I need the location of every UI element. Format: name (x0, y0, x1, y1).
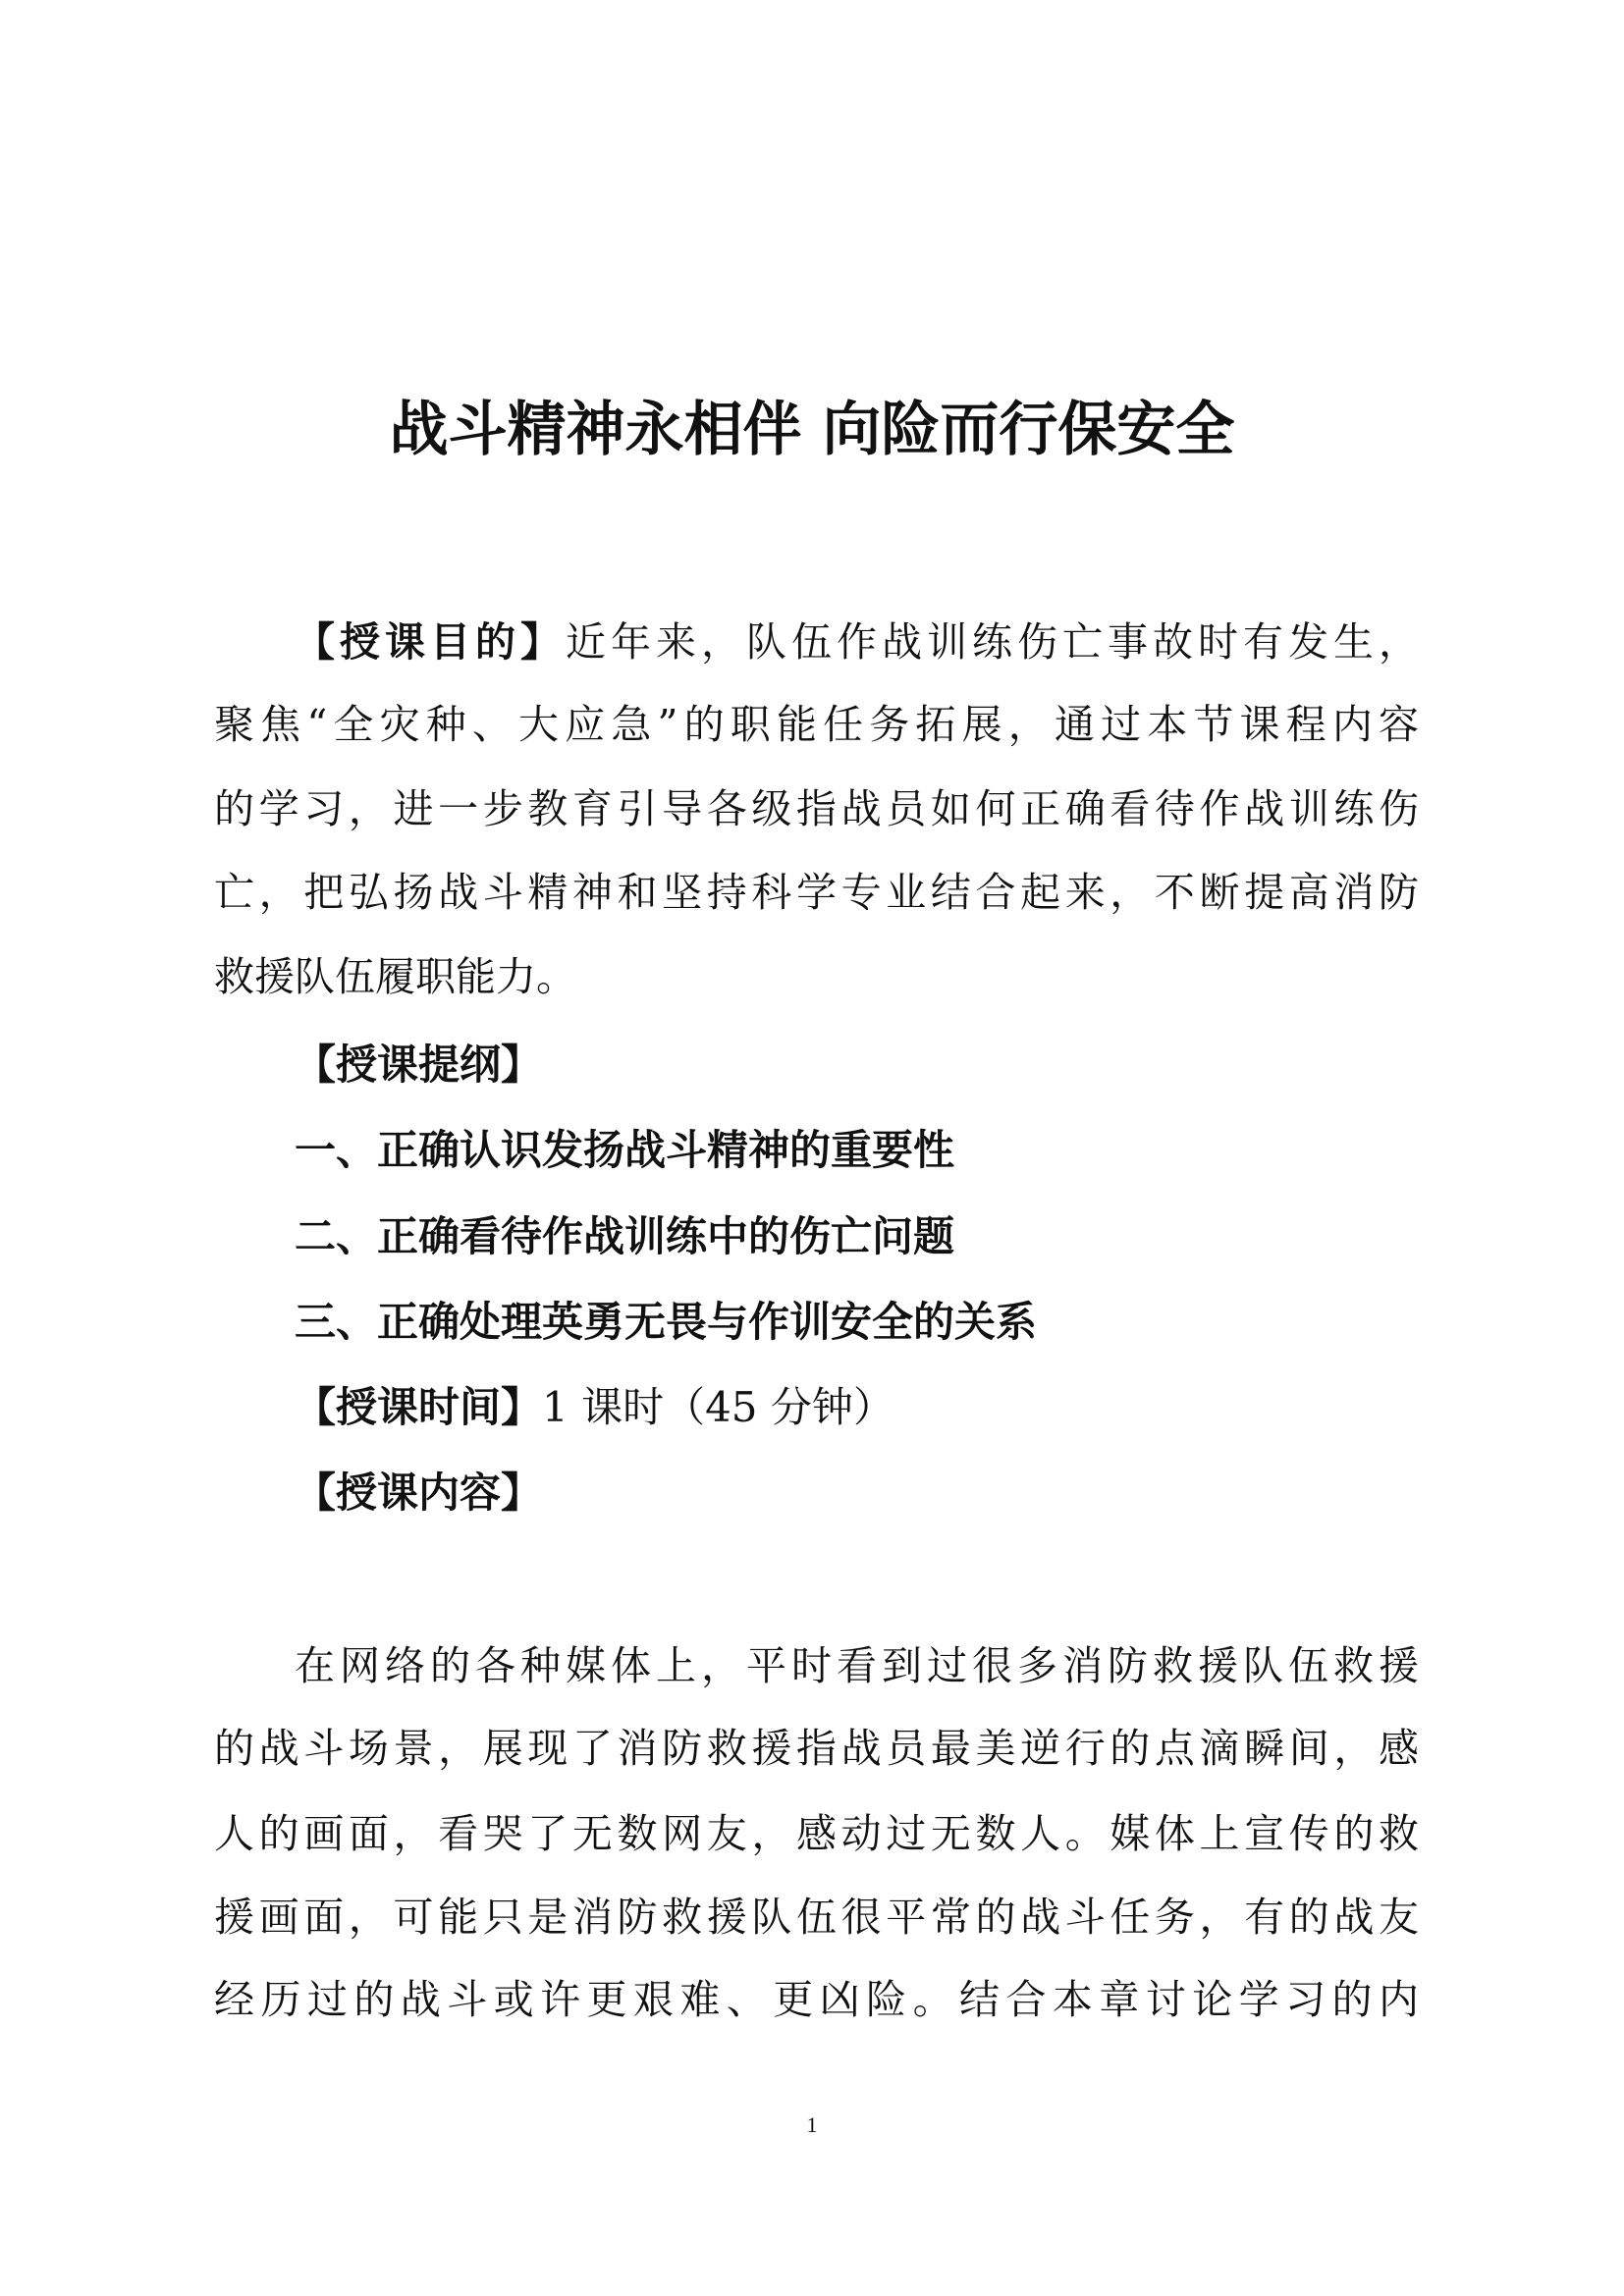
content-heading: 【授课内容】 (295, 1468, 543, 1517)
document-title: 战斗精神永相伴 向险而行保安全 (389, 396, 1235, 464)
time-line (295, 1380, 894, 1435)
time-label: 【授课时间】 (295, 1383, 543, 1431)
purpose-line: 救援队伍履职能力。 (214, 953, 576, 1000)
purpose-line: 【授课目的】近年来，队伍作战训练伤亡事故时有发生， (295, 618, 1419, 666)
purpose-line: 亡，把弘扬战斗精神和坚持科学专业结合起来，不断提高消防 (214, 869, 1419, 916)
outline-item: 二、正确看待作战训练中的伤亡问题 (295, 1212, 955, 1260)
outline-heading: 【授课提纲】 (295, 1041, 543, 1089)
content-line: 人的画面，看哭了无数网友，感动过无数人。媒体上宣传的救 (214, 1810, 1419, 1857)
content-line: 的战斗场景，展现了消防救援指战员最美逆行的点滴瞬间，感 (214, 1725, 1419, 1772)
purpose-line: 聚焦“全灾种、大应急”的职能任务拓展，通过本节课程内容 (214, 701, 1419, 748)
content-line: 经历过的战斗或许更艰难、更凶险。结合本章讨论学习的内 (214, 1976, 1419, 2023)
purpose-line: 的学习，进一步教育引导各级指战员如何正确看待作战训练伤 (214, 785, 1419, 832)
page-number: 1 (806, 2112, 818, 2137)
time-value: 1 课时（45 分钟） (542, 1383, 894, 1431)
content-line: 援画面，可能只是消防救援队伍很平常的战斗任务，有的战友 (214, 1894, 1419, 1941)
outline-item: 三、正确处理英勇无畏与作训安全的关系 (295, 1298, 1038, 1346)
outline-item: 一、正确认识发扬战斗精神的重要性 (295, 1126, 955, 1174)
content-line: 在网络的各种媒体上，平时看到过很多消防救援队伍救援 (295, 1642, 1419, 1689)
purpose-label: 【授课目的】 (295, 618, 566, 666)
